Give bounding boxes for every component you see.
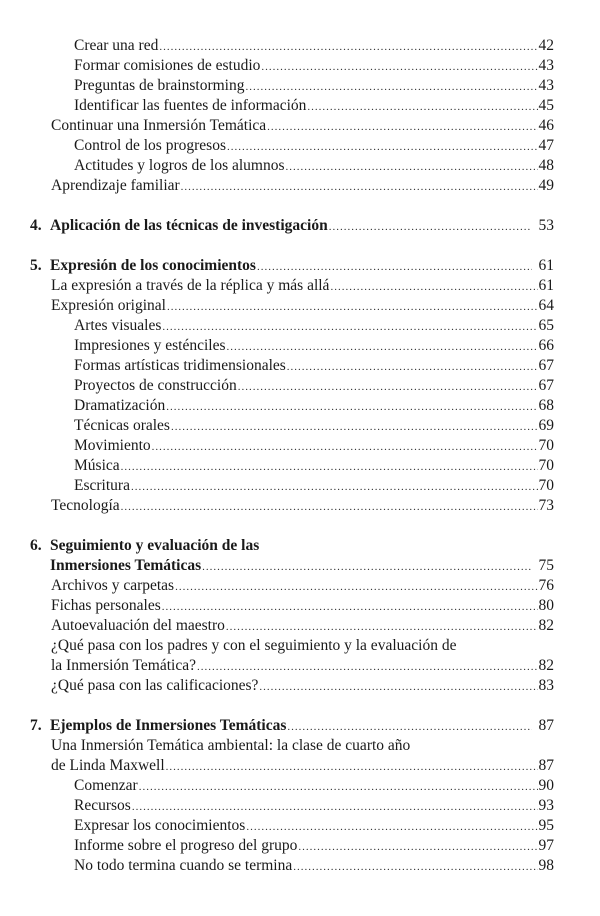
toc-entry [30, 816, 554, 836]
page-number: 66 [538, 337, 554, 354]
table-of-contents [30, 36, 554, 896]
dot-leader [330, 277, 537, 297]
dot-leader [287, 357, 538, 377]
page-number: 75 [538, 557, 554, 574]
dot-leader [131, 477, 538, 497]
entry-title: Identificar las fuentes de información [74, 97, 307, 114]
entry-title: Una Inmersión Temática ambiental: la clase de cuarto año [51, 737, 411, 754]
page-number: 90 [538, 777, 554, 794]
toc-section [30, 256, 554, 516]
toc-section [30, 216, 554, 236]
dot-leader [227, 337, 538, 357]
page-number: 42 [538, 37, 554, 54]
entry-title: Expresión de los conocimientos [50, 257, 256, 274]
dot-leader [197, 657, 538, 677]
page-number: 47 [538, 137, 554, 154]
toc-chapter-entry [30, 256, 554, 276]
page-number: 43 [538, 57, 554, 74]
entry-title: Artes visuales [74, 317, 162, 334]
page-number: 43 [538, 77, 554, 94]
toc-entry [30, 336, 554, 356]
page-number: 45 [538, 97, 554, 114]
toc-entry [30, 436, 554, 456]
entry-title: Preguntas de brainstorming [74, 77, 245, 94]
toc-entry [30, 116, 554, 136]
dot-leader [257, 257, 532, 277]
page-number: 49 [538, 177, 554, 194]
entry-title: Tecnología [51, 497, 120, 514]
toc-entry [30, 796, 554, 816]
entry-title: Expresión original [51, 297, 166, 314]
toc-entry [30, 576, 554, 596]
toc-entry [30, 476, 554, 496]
toc-entry [30, 596, 554, 616]
chapter-number: 4. [30, 217, 42, 234]
entry-title: Seguimiento y evaluación de las [50, 537, 260, 554]
toc-entry [30, 636, 554, 656]
toc-section [30, 36, 554, 196]
page-number: 95 [538, 817, 554, 834]
entry-title: ¿Qué pasa con las calificaciones? [51, 677, 259, 694]
toc-chapter-entry [30, 536, 554, 556]
entry-title: de Linda Maxwell [51, 757, 165, 774]
toc-entry [30, 496, 554, 516]
dot-leader [159, 37, 537, 57]
entry-title: Autoevaluación del maestro [51, 617, 225, 634]
toc-entry [30, 376, 554, 396]
chapter-number: 6. [30, 537, 42, 554]
page-number: 83 [538, 677, 554, 694]
entry-title: Continuar una Inmersión Temática [51, 117, 267, 134]
dot-leader [286, 157, 538, 177]
toc-chapter-entry [30, 216, 554, 236]
toc-section [30, 536, 554, 696]
toc-entry [30, 276, 554, 296]
dot-leader [245, 77, 537, 97]
toc-entry [30, 616, 554, 636]
page-number: 46 [538, 117, 554, 134]
toc-entry [30, 776, 554, 796]
dot-leader [175, 577, 537, 597]
dot-leader [287, 717, 531, 737]
entry-title: Recursos [74, 797, 131, 814]
page-number: 68 [538, 397, 554, 414]
toc-entry [30, 396, 554, 416]
page-number: 65 [538, 317, 554, 334]
dot-leader [329, 217, 532, 237]
entry-title: No todo termina cuando se termina [74, 857, 293, 874]
toc-entry [30, 416, 554, 436]
entry-title: Escritura [74, 477, 130, 494]
toc-entry [30, 756, 554, 776]
page-number: 82 [538, 657, 554, 674]
page-number: 70 [538, 437, 554, 454]
toc-entry [30, 456, 554, 476]
toc-entry [30, 176, 554, 196]
entry-title: Archivos y carpetas [51, 577, 175, 594]
page-number: 69 [538, 417, 554, 434]
dot-leader [152, 437, 538, 457]
page-number: 80 [538, 597, 554, 614]
entry-title: Dramatización [74, 397, 166, 414]
entry-title: Aplicación de las técnicas de investigación [50, 217, 328, 234]
entry-title: La expresión a través de la réplica y más allá [51, 277, 330, 294]
page-number: 67 [538, 377, 554, 394]
dot-leader [162, 597, 538, 617]
entry-title: Fichas personales [51, 597, 161, 614]
dot-leader [202, 557, 531, 577]
toc-chapter-entry [30, 716, 554, 736]
dot-leader [166, 397, 537, 417]
dot-leader [238, 377, 538, 397]
page-number: 53 [538, 217, 554, 234]
dot-leader [171, 417, 538, 437]
entry-title: Inmersiones Temáticas [50, 557, 202, 574]
entry-title: ¿Qué pasa con los padres y con el seguimiento y la evaluación de [51, 637, 457, 654]
entry-title: Control de los progresos [74, 137, 226, 154]
page-number: 70 [538, 477, 554, 494]
entry-title: Técnicas orales [74, 417, 170, 434]
toc-entry [30, 36, 554, 56]
page-number: 48 [538, 157, 554, 174]
page-number: 61 [538, 257, 554, 274]
entry-title: Expresar los conocimientos [74, 817, 246, 834]
toc-entry [30, 96, 554, 116]
page-number: 87 [538, 717, 554, 734]
toc-entry [30, 836, 554, 856]
page-number: 70 [538, 457, 554, 474]
page-number: 97 [538, 837, 554, 854]
page-number: 73 [538, 497, 554, 514]
dot-leader [121, 497, 538, 517]
page-number: 76 [538, 577, 554, 594]
entry-title: Formar comisiones de estudio [74, 57, 261, 74]
dot-leader [259, 677, 537, 697]
entry-title: Música [74, 457, 120, 474]
toc-chapter-entry [30, 556, 554, 576]
entry-title: Crear una red [74, 37, 159, 54]
toc-entry [30, 56, 554, 76]
page-number: 82 [538, 617, 554, 634]
toc-entry [30, 856, 554, 876]
entry-title: Impresiones y esténciles [74, 337, 226, 354]
dot-leader [162, 317, 537, 337]
dot-leader [167, 297, 538, 317]
toc-entry [30, 76, 554, 96]
entry-title: Informe sobre el progreso del grupo [74, 837, 298, 854]
entry-title: la Inmersión Temática? [51, 657, 196, 674]
dot-leader [121, 457, 538, 477]
dot-leader [246, 817, 537, 837]
page-number: 93 [538, 797, 554, 814]
toc-entry [30, 676, 554, 696]
page-number: 64 [538, 297, 554, 314]
dot-leader [227, 137, 538, 157]
page-number: 87 [538, 757, 554, 774]
entry-title: Ejemplos de Inmersiones Temáticas [50, 717, 287, 734]
entry-title: Movimiento [74, 437, 151, 454]
entry-title: Proyectos de construcción [74, 377, 237, 394]
dot-leader [307, 97, 537, 117]
dot-leader [293, 857, 537, 877]
toc-section [30, 716, 554, 876]
dot-leader [267, 117, 537, 137]
toc-entry [30, 656, 554, 676]
dot-leader [298, 837, 537, 857]
entry-title: Aprendizaje familiar [51, 177, 180, 194]
toc-entry [30, 316, 554, 336]
dot-leader [139, 777, 538, 797]
page-number: 98 [538, 857, 554, 874]
dot-leader [226, 617, 538, 637]
page-number: 67 [538, 357, 554, 374]
page-number: 61 [538, 277, 554, 294]
toc-entry [30, 156, 554, 176]
dot-leader [181, 177, 538, 197]
toc-entry [30, 296, 554, 316]
dot-leader [132, 797, 538, 817]
chapter-number: 5. [30, 257, 42, 274]
dot-leader [166, 757, 538, 777]
toc-entry [30, 136, 554, 156]
dot-leader [261, 57, 537, 77]
toc-entry [30, 356, 554, 376]
chapter-number: 7. [30, 717, 42, 734]
entry-title: Actitudes y logros de los alumnos [74, 157, 285, 174]
toc-entry [30, 736, 554, 756]
entry-title: Formas artísticas tridimensionales [74, 357, 286, 374]
entry-title: Comenzar [74, 777, 138, 794]
